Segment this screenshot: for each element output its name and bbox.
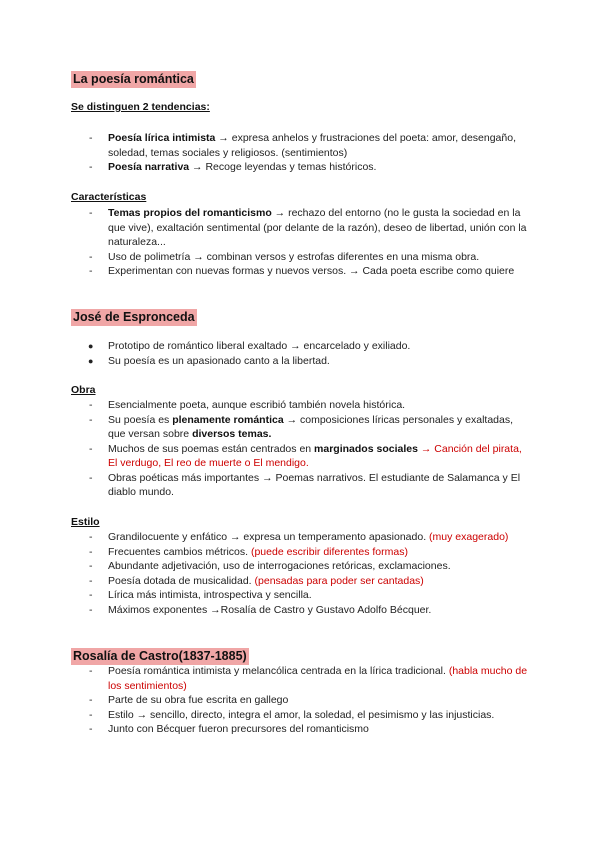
list-item: - Máximos exponentes →Rosalía de Castro y Gustavo Adolfo Bécquer. (89, 603, 432, 616)
section-espronceda (71, 309, 531, 326)
list-item: - Parte de su obra fue escrita en gallego (89, 694, 289, 706)
tendencias-list (71, 131, 531, 175)
list-item: ● Prototipo de romántico liberal exaltado → encarcelado y exiliado. (88, 340, 411, 352)
list-item: - Poesía dotada de musicalidad. (pensadas para poder ser cantadas) (89, 574, 424, 587)
list-item: - Lírica más intimista, introspectiva y sencilla. (89, 589, 312, 601)
section-rosalia (71, 648, 531, 665)
rosalia-list (71, 664, 531, 737)
list-item: - Poesía lírica intimista → expresa anhelos y frustraciones del poeta: amor, desengaño, soledad, temas sociales y religiosos. (sentimientos) (89, 132, 516, 159)
caracteristicas-heading (71, 191, 531, 204)
list-item: ● Su poesía es un apasionado canto a la libertad. (88, 354, 330, 367)
list-item: - Uso de polimetría → combinan versos y estrofas diferentes en una misma obra. (89, 250, 480, 263)
section-romantic (71, 71, 531, 88)
obra-heading (71, 384, 531, 397)
estilo-heading-text: Estilo (71, 516, 100, 528)
section-title-romantic: La poesía romántica (73, 72, 194, 86)
list-item: - Frecuentes cambios métricos. (puede escribir diferentes formas) (89, 545, 408, 558)
list-item: - Esencialmente poeta, aunque escribió también novela histórica. (89, 399, 406, 411)
section-title-espronceda: José de Espronceda (73, 310, 195, 324)
espronceda-bullets (71, 339, 531, 368)
caracteristicas-list (71, 206, 531, 279)
list-item: - Estilo → sencillo, directo, integra el amor, la soledad, el pesimismo y las injusticias. (89, 708, 495, 721)
obra-heading-text: Obra (71, 384, 96, 396)
list-item: - Poesía narrativa → Recoge leyendas y temas históricos. (89, 161, 377, 173)
list-item: - Junto con Bécquer fueron precursores del romanticismo (89, 723, 369, 735)
list-item: - Muchos de sus poemas están centrados en marginados sociales → Canción del pirata, El verdugo, El reo de muerte o El mendigo. (89, 442, 522, 469)
list-item: - Su poesía es plenamente romántica → composiciones líricas personales y exaltadas, que versan sobre diversos temas. (89, 413, 514, 440)
estilo-list (71, 530, 531, 617)
estilo-heading (71, 516, 531, 529)
caracteristicas-heading-text: Características (71, 191, 147, 203)
list-item: - Grandilocuente y enfático → expresa un temperamento apasionado. (muy exagerado) (89, 531, 509, 543)
list-item: - Temas propios del romanticismo → rechazo del entorno (no le gusta la sociedad en la que vive), exaltación sentimental (por delante de la razón), deseo de libertad, unión con la naturaleza... (89, 207, 527, 248)
list-item: - Abundante adjetivación, uso de interrogaciones retóricas, exclamaciones. (89, 560, 451, 572)
obra-list (71, 398, 531, 500)
list-item: - Poesía romántica intimista y melancólica centrada en la lírica tradicional. (habla mucho de los sentimientos) (89, 665, 528, 692)
list-item: - Experimentan con nuevas formas y nuevos versos. → Cada poeta escribe como quiere (89, 265, 515, 277)
section-title-rosalia: Rosalía de Castro(1837-1885) (73, 649, 247, 663)
list-item: - Obras poéticas más importantes → Poemas narrativos. El estudiante de Salamanca y El diablo mundo. (89, 471, 521, 498)
tendencias-heading-text: Se distinguen 2 tendencias: (71, 101, 210, 113)
tendencias-heading (71, 101, 531, 114)
